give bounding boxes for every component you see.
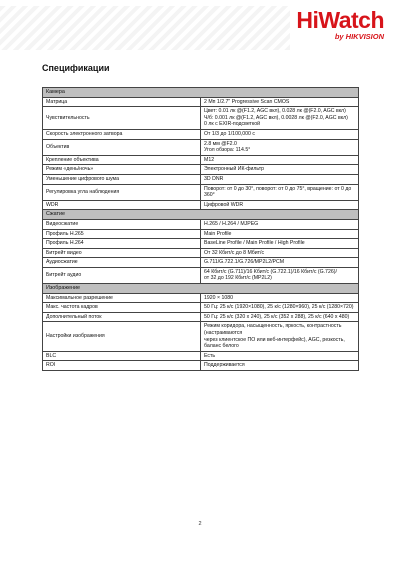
table-row <box>43 258 359 268</box>
spec-value <box>201 267 359 283</box>
section-title: Камера <box>43 88 359 98</box>
spec-label: Профиль H.265 <box>43 229 201 239</box>
spec-label: Дополнительный поток <box>43 312 201 322</box>
spec-value-line: BaseLine Profile / Main Profile / High Profile <box>204 240 305 247</box>
spec-label: Битрейт видео <box>43 248 201 258</box>
table-row <box>43 229 359 239</box>
table-row <box>43 200 359 210</box>
spec-label: Уменьшение цифрового шума <box>43 174 201 184</box>
logo-sub-text: by HIKVISION <box>334 32 384 41</box>
spec-label: Битрейт аудио <box>43 267 201 283</box>
spec-value <box>201 293 359 303</box>
spec-value <box>201 312 359 322</box>
spec-label: Скорость электронного затвора <box>43 129 201 139</box>
spec-value <box>201 139 359 155</box>
spec-value <box>201 258 359 268</box>
section-title: Сжатие <box>43 210 359 220</box>
spec-value-line: H.265 / H.264 / MJPEG <box>204 220 259 227</box>
table-row <box>43 139 359 155</box>
spec-value <box>201 200 359 210</box>
spec-value <box>201 248 359 258</box>
table-row <box>43 174 359 184</box>
header-stripes <box>0 6 290 50</box>
spec-value <box>201 107 359 130</box>
spec-label: Профиль H.264 <box>43 239 201 249</box>
spec-value <box>201 322 359 351</box>
spec-value-line: 2 Мп 1/2.7" Progressive Scan CMOS <box>204 98 290 105</box>
spec-value-line: 3D DNR <box>204 175 224 182</box>
spec-label: Макс. частота кадров <box>43 303 201 313</box>
table-row <box>43 239 359 249</box>
spec-value <box>201 184 359 200</box>
spec-value-line: Main Profile <box>204 230 232 237</box>
brand-logo <box>296 8 384 41</box>
table-row <box>43 351 359 361</box>
page-number: 2 <box>198 521 202 527</box>
table-row <box>43 155 359 165</box>
spec-label: Максимальное разрешение <box>43 293 201 303</box>
spec-value <box>201 361 359 371</box>
spec-value <box>201 97 359 107</box>
table-row <box>43 361 359 371</box>
spec-value <box>201 303 359 313</box>
spec-value-line: G.711/G.722.1/G.726/MP2L2/PCM <box>204 259 285 266</box>
spec-value-line: через клиентское ПО или веб-интерфейс), AGC, резкость, баланс белого <box>204 336 345 350</box>
table-row <box>43 219 359 229</box>
table-row <box>43 184 359 200</box>
spec-label: Объектив <box>43 139 201 155</box>
table-row <box>43 97 359 107</box>
table-row <box>43 107 359 130</box>
spec-label: Аудиосжатие <box>43 258 201 268</box>
spec-label: WDR <box>43 200 201 210</box>
spec-label: Чувствительность <box>43 107 201 130</box>
spec-value-line: от 32 до 192 Кбит/с (MP2L2) <box>204 275 272 282</box>
spec-label: Режим «день/ночь» <box>43 165 201 175</box>
table-row <box>43 165 359 175</box>
table-row <box>43 293 359 303</box>
table-row <box>43 129 359 139</box>
spec-value <box>201 239 359 249</box>
spec-value-line: Поддерживается <box>204 362 245 369</box>
table-row <box>43 267 359 283</box>
spec-value <box>201 129 359 139</box>
spec-label: Регулировка угла наблюдения <box>43 184 201 200</box>
spec-value <box>201 229 359 239</box>
spec-value-line: Цвет: 0.01 лк @(F1.2, AGC вкл), 0.028 лк @(F2.0, AGC вкл) <box>204 108 346 115</box>
table-row <box>43 303 359 313</box>
spec-label: Матрица <box>43 97 201 107</box>
spec-label: ROI <box>43 361 201 371</box>
spec-value <box>201 155 359 165</box>
spec-table-body <box>43 88 359 371</box>
spec-value-line: Ч/б: 0.001 лк @(F1.2, AGC вкл), 0.0028 лк @(F2.0, AGC вкл) <box>204 114 348 121</box>
spec-value-line: 1920 × 1080 <box>204 294 233 301</box>
spec-value-line: Есть <box>204 352 216 359</box>
spec-value-line: Угол обзора: 114.5° <box>204 147 251 154</box>
section-header <box>43 88 359 98</box>
spec-value-line: M12 <box>204 156 215 163</box>
spec-value-line: 0 лк с EXIR-подсветкой <box>204 121 261 128</box>
section-header <box>43 284 359 294</box>
section-header <box>43 210 359 220</box>
spec-label: BLC <box>43 351 201 361</box>
spec-value-line: Режим коридора, насыщенность, яркость, контрастность (настраиваются <box>204 323 342 337</box>
spec-value <box>201 351 359 361</box>
table-row <box>43 322 359 351</box>
spec-value-line: 50 Гц: 25 к/с (1920×1080), 25 к/с (1280×960), 25 к/с (1280×720) <box>204 304 354 311</box>
spec-value <box>201 219 359 229</box>
spec-value-line: Электронный ИК-фильтр <box>204 166 264 173</box>
spec-value-line: От 32 Кбит/с до 8 Мбит/с <box>204 249 265 256</box>
spec-value-line: Цифровой WDR <box>204 201 244 208</box>
spec-label: Настройки изображения <box>43 322 201 351</box>
spec-value <box>201 165 359 175</box>
spec-value-line: 50 Гц: 25 к/с (320 x 240), 25 к/с (352 x 288), 25 к/с (640 x 480) <box>204 313 350 320</box>
page-title: Спецификации <box>42 63 110 73</box>
section-title: Изображение <box>43 284 359 294</box>
spec-label: Видеосжатие <box>43 219 201 229</box>
page-header <box>0 0 400 58</box>
table-row <box>43 248 359 258</box>
logo-main-text: HiWatch <box>296 7 384 33</box>
spec-label: Крепление объектива <box>43 155 201 165</box>
spec-table <box>42 87 359 371</box>
spec-value-line: 64 Кбит/с (G.711)/16 Кбит/с (G.722.1)/16 Кбит/с (G.726)/ <box>204 268 337 275</box>
table-row <box>43 312 359 322</box>
spec-value-line: От 1/3 до 1/100,000 с <box>204 130 255 137</box>
spec-value-line: 2.8 мм @F2.0 <box>204 140 237 147</box>
spec-value <box>201 174 359 184</box>
spec-value-line: Поворот: от 0 до 30°, поворот: от 0 до 75°, вращение: от 0 до 360° <box>204 185 352 199</box>
